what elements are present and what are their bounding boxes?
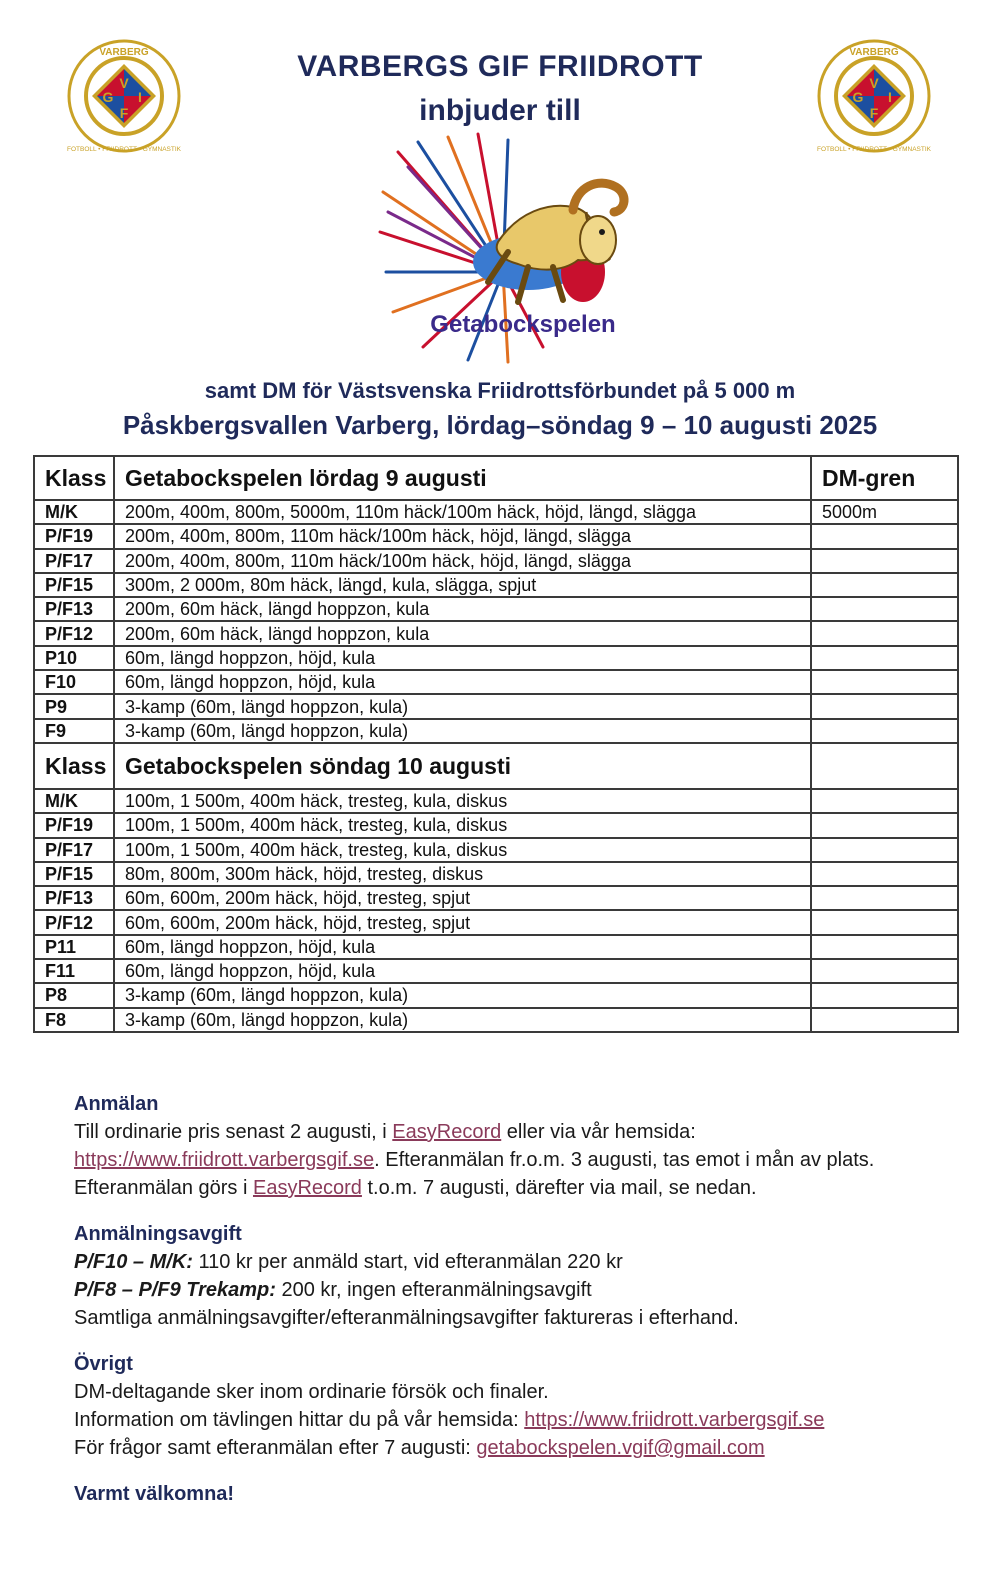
- grenar-cell: 60m, 600m, 200m häck, höjd, tresteg, spjut: [114, 910, 811, 934]
- dm-cell: [811, 719, 958, 743]
- dm-cell: [811, 597, 958, 621]
- dm-line: samt DM för Västsvenska Friidrottsförbundet på 5 000 m: [204, 378, 796, 403]
- avgift-line-2: P/F8 – P/F9 Trekamp: 200 kr, ingen efteranmälningsavgift: [74, 1279, 592, 1301]
- svg-text:I: I: [138, 89, 142, 105]
- klass-cell: F10: [34, 670, 114, 694]
- dm-cell: [811, 549, 958, 573]
- anmalan-line-2: https://www.friidrott.varbergsgif.se. Efteranmälan fr.o.m. 3 augusti, tas emot i mån av plats.: [74, 1149, 875, 1171]
- col-header-sunday: Getabockspelen söndag 10 augusti: [114, 743, 811, 789]
- svg-text:FOTBOLL • FRIIDROTT • GYMNASTI: FOTBOLL • FRIIDROTT • GYMNASTIK: [67, 146, 181, 153]
- grenar-cell: 60m, längd hoppzon, höjd, kula: [114, 959, 811, 983]
- col-header-klass-sunday: Klass: [34, 743, 114, 789]
- svg-text:V: V: [869, 75, 879, 91]
- table-row: [34, 838, 958, 862]
- table-row: [34, 719, 958, 743]
- dm-cell: [811, 983, 958, 1007]
- anmalan-line-3: Efteranmälan görs i EasyRecord t.o.m. 7 augusti, därefter via mail, se nedan.: [74, 1177, 757, 1199]
- table-row: [34, 670, 958, 694]
- table-row: [34, 500, 958, 524]
- dm-cell: [811, 910, 958, 934]
- grenar-cell: 60m, längd hoppzon, höjd, kula: [114, 935, 811, 959]
- anmalan-section: [74, 1090, 954, 1202]
- svg-text:I: I: [888, 89, 892, 105]
- klass-cell: F11: [34, 959, 114, 983]
- klass-cell: P/F12: [34, 621, 114, 645]
- grenar-cell: 60m, längd hoppzon, höjd, kula: [114, 670, 811, 694]
- events-table: [33, 455, 959, 1033]
- grenar-cell: 200m, 60m häck, längd hoppzon, kula: [114, 597, 811, 621]
- page-subtitle: inbjuder till: [419, 94, 581, 127]
- klass-cell: P/F15: [34, 573, 114, 597]
- ovrigt-line-3: För frågor samt efteranmälan efter 7 augusti: getabockspelen.vgif@gmail.com: [74, 1437, 765, 1459]
- klass-cell: P/F15: [34, 862, 114, 886]
- klass-cell: P/F17: [34, 549, 114, 573]
- table-row: [34, 789, 958, 813]
- dm-cell: [811, 862, 958, 886]
- table-subheader-row: [34, 743, 958, 789]
- col-header-dm-sunday: [811, 743, 958, 789]
- table-row: [34, 524, 958, 548]
- klass-cell: P11: [34, 935, 114, 959]
- table-row: [34, 646, 958, 670]
- grenar-cell: 3-kamp (60m, längd hoppzon, kula): [114, 719, 811, 743]
- klass-cell: P/F19: [34, 813, 114, 837]
- grenar-cell: 80m, 800m, 300m häck, höjd, tresteg, diskus: [114, 862, 811, 886]
- dm-cell: [811, 838, 958, 862]
- table-header-row: [34, 456, 958, 500]
- ovrigt-line-1: DM-deltagande sker inom ordinarie försök och finaler.: [74, 1381, 549, 1403]
- grenar-cell: 100m, 1 500m, 400m häck, tresteg, kula, diskus: [114, 813, 811, 837]
- table-row: [34, 886, 958, 910]
- grenar-cell: 300m, 2 000m, 80m häck, längd, kula, slägga, spjut: [114, 573, 811, 597]
- klass-cell: P9: [34, 694, 114, 718]
- ovrigt-heading: Övrigt: [74, 1353, 133, 1375]
- col-header-dm: DM-gren: [811, 456, 958, 500]
- grenar-cell: 60m, 600m, 200m häck, höjd, tresteg, spjut: [114, 886, 811, 910]
- dm-cell: [811, 1008, 958, 1032]
- klass-cell: F8: [34, 1008, 114, 1032]
- klass-cell: P/F19: [34, 524, 114, 548]
- svg-text:VARBERG: VARBERG: [99, 47, 149, 58]
- info-section: [74, 1090, 954, 1508]
- easyrecord-link[interactable]: EasyRecord: [392, 1121, 502, 1143]
- svg-text:FOTBOLL • FRIIDROTT • GYMNASTI: FOTBOLL • FRIIDROTT • GYMNASTIK: [817, 146, 931, 153]
- grenar-cell: 60m, längd hoppzon, höjd, kula: [114, 646, 811, 670]
- table-row: [34, 597, 958, 621]
- closing-text: Varmt välkomna!: [74, 1483, 235, 1505]
- website-link[interactable]: https://www.friidrott.varbergsgif.se: [74, 1149, 375, 1171]
- dm-cell: [811, 524, 958, 548]
- grenar-cell: 3-kamp (60m, längd hoppzon, kula): [114, 694, 811, 718]
- grenar-cell: 3-kamp (60m, längd hoppzon, kula): [114, 1008, 811, 1032]
- table-row: [34, 935, 958, 959]
- grenar-cell: 100m, 1 500m, 400m häck, tresteg, kula, diskus: [114, 789, 811, 813]
- dm-cell: [811, 886, 958, 910]
- svg-text:G: G: [852, 89, 864, 105]
- grenar-cell: 200m, 400m, 800m, 110m häck/100m häck, höjd, längd, slägga: [114, 549, 811, 573]
- avgift-line-3: Samtliga anmälningsavgifter/efteranmälningsavgifter faktureras i efterhand.: [74, 1307, 739, 1329]
- easyrecord-link-2[interactable]: EasyRecord: [252, 1177, 362, 1199]
- anmalan-line-1: Till ordinarie pris senast 2 augusti, i EasyRecord eller via vår hemsida:: [74, 1121, 696, 1143]
- email-link[interactable]: getabockspelen.vgif@gmail.com: [476, 1437, 765, 1459]
- table-row: [34, 862, 958, 886]
- dm-cell: 5000m: [811, 500, 958, 524]
- table-row: [34, 694, 958, 718]
- table-row: [34, 1008, 958, 1032]
- mascot-wordmark: Getabockspelen: [430, 311, 616, 338]
- svg-text:VARBERG: VARBERG: [849, 47, 899, 58]
- klass-cell: P8: [34, 983, 114, 1007]
- svg-text:F: F: [119, 105, 129, 121]
- website-link-2[interactable]: https://www.friidrott.varbergsgif.se: [524, 1409, 825, 1431]
- ovrigt-section: [74, 1350, 954, 1462]
- dm-cell: [811, 789, 958, 813]
- klass-cell: P/F13: [34, 886, 114, 910]
- getabock-mascot-image: [378, 132, 668, 364]
- klass-cell: P/F17: [34, 838, 114, 862]
- klass-cell: P/F12: [34, 910, 114, 934]
- table-row: [34, 573, 958, 597]
- dm-cell: [811, 694, 958, 718]
- grenar-cell: 200m, 400m, 800m, 5000m, 110m häck/100m häck, höjd, längd, slägga: [114, 500, 811, 524]
- avgift-heading: Anmälningsavgift: [74, 1223, 242, 1245]
- table-row: [34, 910, 958, 934]
- table-row: [34, 983, 958, 1007]
- svg-text:F: F: [869, 105, 879, 121]
- table-row: [34, 549, 958, 573]
- venue-date-line: Påskbergsvallen Varberg, lördag–söndag 9 – 10 augusti 2025: [122, 410, 878, 440]
- page-title: VARBERGS GIF FRIIDROTT: [297, 50, 703, 83]
- klass-cell: F9: [34, 719, 114, 743]
- klass-cell: M/K: [34, 789, 114, 813]
- grenar-cell: 3-kamp (60m, längd hoppzon, kula): [114, 983, 811, 1007]
- klass-cell: M/K: [34, 500, 114, 524]
- dm-cell: [811, 573, 958, 597]
- table-row: [34, 813, 958, 837]
- avgift-section: [74, 1220, 954, 1332]
- col-header-klass: Klass: [34, 456, 114, 500]
- dm-cell: [811, 670, 958, 694]
- logo-letter: V: [119, 75, 129, 91]
- dm-cell: [811, 813, 958, 837]
- dm-cell: [811, 959, 958, 983]
- grenar-cell: 200m, 60m häck, längd hoppzon, kula: [114, 621, 811, 645]
- dm-cell: [811, 621, 958, 645]
- avgift-line-1: P/F10 – M/K: 110 kr per anmäld start, vid efteranmälan 220 kr: [74, 1251, 623, 1273]
- svg-text:G: G: [102, 89, 114, 105]
- grenar-cell: 100m, 1 500m, 400m häck, tresteg, kula, diskus: [114, 838, 811, 862]
- table-row: [34, 959, 958, 983]
- klass-cell: P10: [34, 646, 114, 670]
- dm-cell: [811, 646, 958, 670]
- klass-cell: P/F13: [34, 597, 114, 621]
- dm-cell: [811, 935, 958, 959]
- table-row: [34, 621, 958, 645]
- ovrigt-line-2: Information om tävlingen hittar du på vår hemsida: https://www.friidrott.varbergsgif.se: [74, 1409, 825, 1431]
- anmalan-heading: Anmälan: [74, 1093, 159, 1115]
- grenar-cell: 200m, 400m, 800m, 110m häck/100m häck, höjd, längd, slägga: [114, 524, 811, 548]
- col-header-saturday: Getabockspelen lördag 9 augusti: [114, 456, 811, 500]
